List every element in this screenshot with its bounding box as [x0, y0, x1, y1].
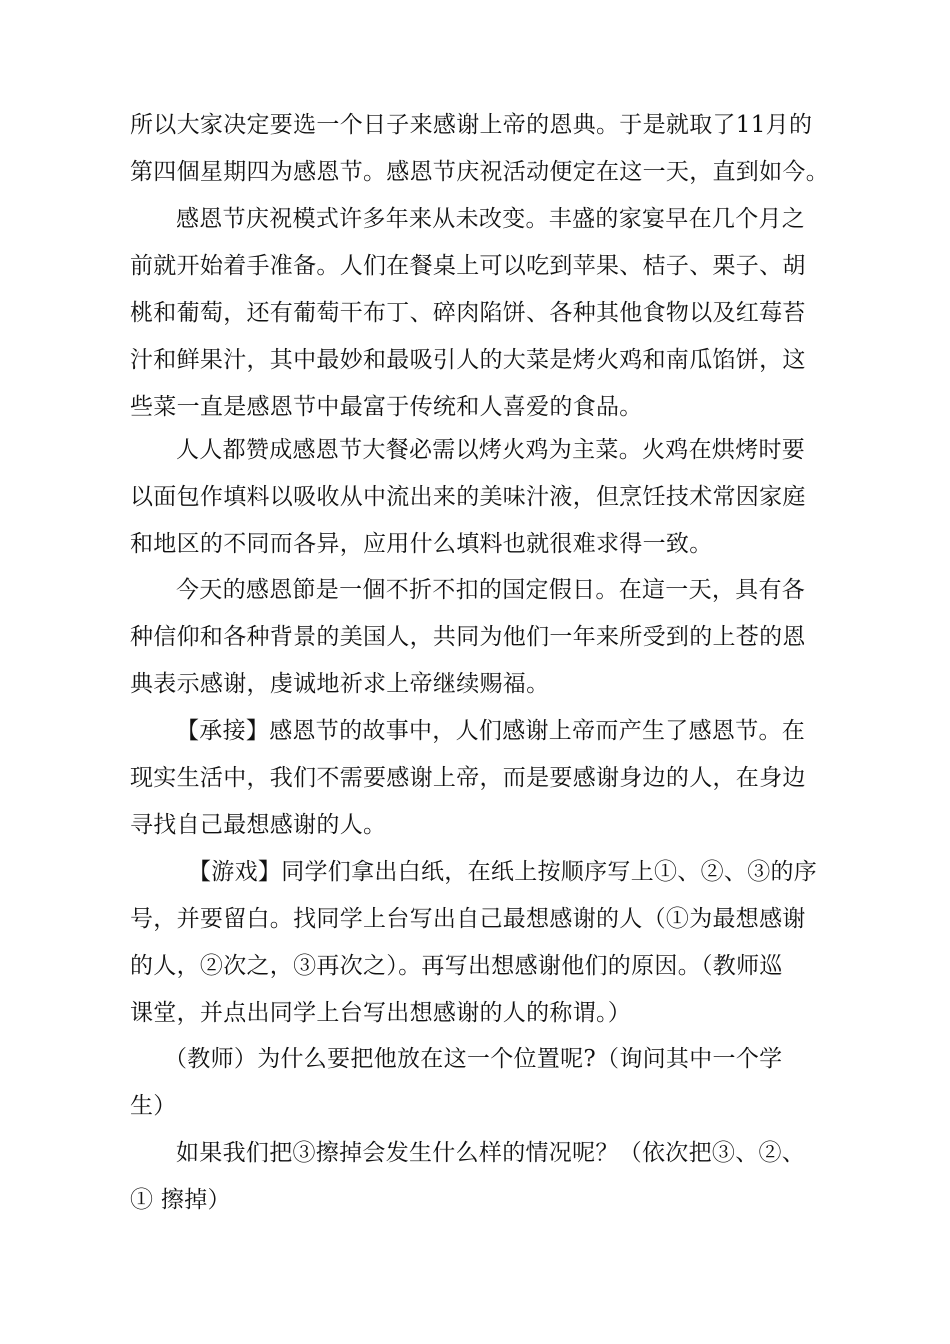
text-line: 寻找自己最想感谢的人。: [130, 812, 387, 838]
text-line: 些菜一直是感恩节中最富于传统和人喜爱的食品。: [130, 394, 643, 420]
text-line: 和地区的不同而各异，应用什么填料也就很难求得一致。: [130, 531, 713, 557]
text-line: 【承接】感恩节的故事中，人们感谢上帝而产生了感恩节。在: [176, 718, 806, 744]
text-line: 所以大家决定要选一个日子来感谢上帝的恩典。于是就取了11月的: [130, 112, 813, 138]
paragraph-celebration-customs: [130, 196, 830, 431]
text-line: （教师）为什么要把他放在这一个位置呢?（询问其中一个学: [164, 1046, 783, 1072]
paragraph-thanksgiving-origin: [130, 102, 830, 196]
text-line: 以面包作填料以吸收从中流出来的美味汁液，但烹饪技术常因家庭: [130, 484, 806, 510]
text-line: 号，并要留白。找同学上台写出自己最想感谢的人（①为最想感谢: [130, 906, 806, 932]
paragraph-national-holiday: [130, 567, 830, 708]
text-line: 感恩节庆祝模式许多年来从未改变。丰盛的家宴早在几个月之: [176, 206, 806, 232]
paragraph-turkey-dinner: [130, 427, 830, 568]
text-line: 生）: [130, 1093, 177, 1119]
text-line: 今天的感恩節是一個不折不扣的国定假日。在這一天，具有各: [176, 577, 806, 603]
paragraph-game: [130, 849, 830, 1037]
paragraph-transition: [130, 708, 830, 849]
text-line: 如果我们把③擦掉会发生什么样的情况呢？（依次把③、②、: [176, 1140, 806, 1166]
text-line: 现实生活中，我们不需要感谢上帝，而是要感谢身边的人，在身边: [130, 765, 806, 791]
text-line: 【游戏】同学们拿出白纸，在纸上按顺序写上①、②、③的序: [188, 859, 818, 885]
text-line: 课堂，并点出同学上台写出想感谢的人的称谓。）: [130, 1000, 632, 1026]
text-line: 第四個星期四为感恩节。感恩节庆祝活动便定在这一天，直到如今。: [130, 159, 829, 185]
text-line: ① 擦掉）: [130, 1187, 231, 1213]
text-line: 前就开始着手准备。人们在餐桌上可以吃到苹果、桔子、栗子、胡: [130, 253, 806, 279]
paragraph-teacher-question: [130, 1036, 830, 1130]
text-line: 汁和鲜果汁，其中最妙和最吸引人的大菜是烤火鸡和南瓜馅饼，这: [130, 347, 806, 373]
text-line: 人人都赞成感恩节大餐必需以烤火鸡为主菜。火鸡在烘烤时要: [176, 437, 806, 463]
text-line: 典表示感谢，虔诚地祈求上帝继续赐福。: [130, 671, 550, 697]
text-line: 种信仰和各种背景的美国人，共同为他们一年来所受到的上苍的恩: [130, 624, 806, 650]
paragraph-erase-question: [130, 1130, 830, 1224]
text-line: 的人，②次之，③再次之）。再写出想感谢他们的原因。（教师巡: [130, 953, 783, 979]
text-line: 桃和葡萄，还有葡萄干布丁、碎肉陷饼、各种其他食物以及红莓苔: [130, 300, 806, 326]
